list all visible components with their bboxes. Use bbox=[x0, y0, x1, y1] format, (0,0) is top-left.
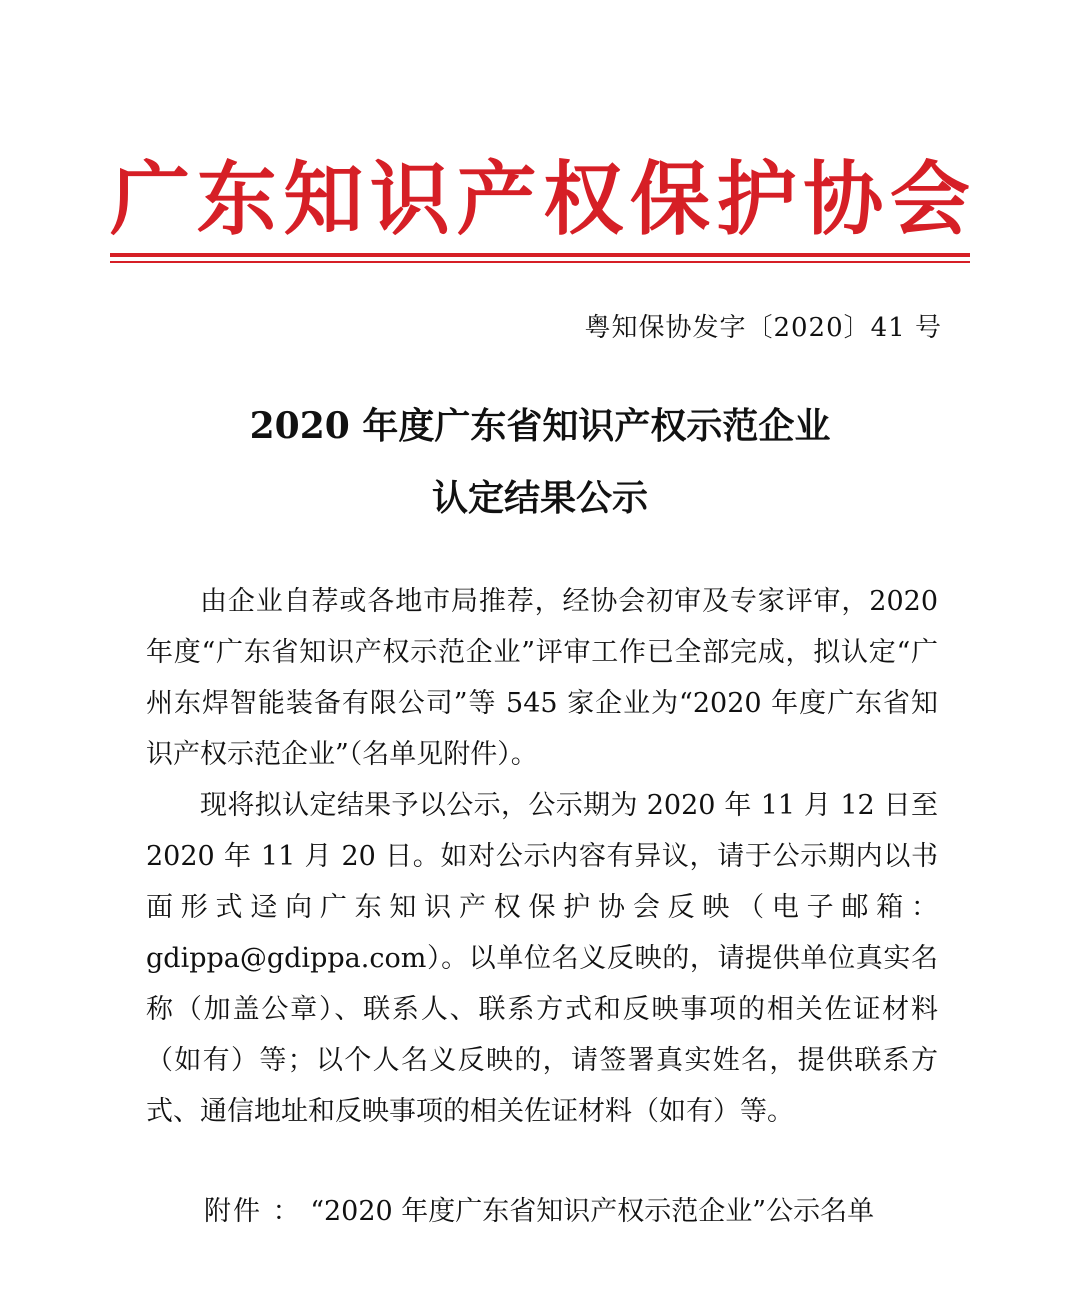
title-line-1: 2020 年度广东省知识产权示范企业 bbox=[249, 405, 831, 447]
body-paragraph-1: 由企业自荐或各地市局推荐，经协会初审及专家评审，2020 年度“广东省知识产权示范企业”评审工作已全部完成，拟认定“广州东焊智能装备有限公司”等 545 家企业为“2020 年度广东省知识产权示范企业”（名单见附件）。 bbox=[146, 586, 938, 770]
document-body bbox=[146, 576, 938, 1137]
masthead-char: 广 bbox=[110, 153, 190, 246]
masthead-char: 协 bbox=[803, 153, 884, 246]
masthead-divider-thin bbox=[110, 261, 970, 263]
masthead-divider-thick bbox=[110, 253, 970, 257]
attachment-label: 附件 ： bbox=[204, 1196, 302, 1227]
masthead-char: 保 bbox=[629, 153, 710, 246]
masthead-char: 产 bbox=[456, 153, 537, 246]
masthead-char: 识 bbox=[369, 153, 450, 246]
attachment-title: “2020 年度广东省知识产权示范企业”公示名单 bbox=[310, 1196, 875, 1227]
masthead-char: 权 bbox=[543, 153, 624, 246]
organization-masthead bbox=[110, 150, 970, 250]
document-title bbox=[0, 390, 1080, 534]
document-number: 粤知保协发字〔2020〕41 号 bbox=[584, 313, 942, 343]
body-paragraph-2: 现将拟认定结果予以公示，公示期为 2020 年 11 月 12 日至 2020 年 11 月 20 日。如对公示内容有异议，请于公示期内以书面形式迳向广东知识产权保护协会反映（电子邮箱：gdippa@gdippa.com）。以单位名义反映的，请提供单位真实名称（加盖公章）、联系人、联系方式和反映事项的相关佐证材料（如有）等；以个人名义反映的，请签署真实姓名，提供联系方式、通信地址和反映事项的相关佐证材料（如有）等。 bbox=[146, 790, 938, 1127]
masthead-char: 会 bbox=[889, 153, 970, 246]
masthead-char: 护 bbox=[716, 153, 797, 246]
attachment-line bbox=[204, 1188, 874, 1236]
masthead-char: 东 bbox=[196, 153, 277, 246]
masthead-char: 知 bbox=[283, 153, 364, 246]
title-line-2: 认定结果公示 bbox=[431, 477, 648, 519]
